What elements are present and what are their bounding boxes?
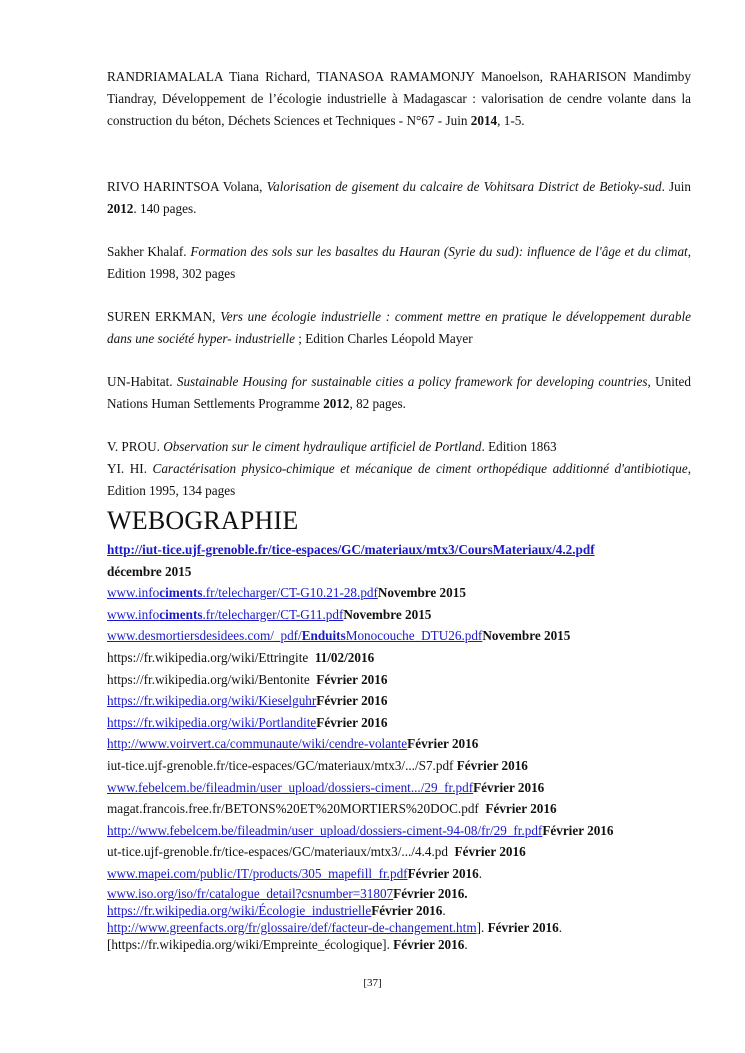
reference-author: SUREN ERKMAN, (107, 309, 221, 324)
reference-text: , 82 pages. (349, 396, 406, 411)
webographie-heading: WEBOGRAPHIE (107, 506, 299, 535)
reference-title: Vers une écologie industrielle : comment mettre en pratique le développement durable dans une société hyper- industrielle (107, 309, 691, 346)
reference-title: Caractérisation physico-chimique et mécanique de ciment orthopédique additionné d'antibiotique (152, 461, 688, 476)
reference-title: Sustainable Housing for sustainable cities a policy framework for developing countries (176, 374, 648, 389)
punctuation: ]. (476, 919, 488, 935)
access-date: Novembre 2015 (377, 585, 466, 601)
access-date: Février 2016 (316, 671, 388, 687)
reference-year: 2012 (107, 201, 134, 216)
access-date: Février 2016. (393, 885, 468, 901)
reference-title: Valorisation de gisement du calcaire de Vohitsara District de Betioky-sud (266, 179, 662, 194)
webo-line-3 (107, 604, 691, 626)
access-date: Février 2016 (454, 844, 526, 860)
reference-text: , Edition 1998, 302 pages (107, 244, 692, 281)
page-number: [37] (363, 977, 382, 989)
webo-line-12 (107, 798, 691, 820)
punctuation: . (442, 902, 446, 918)
reference-author: Sakher Khalaf. (107, 244, 191, 259)
web-link[interactable]: www.infociments.fr/telecharger/CT-G11.pdf (107, 606, 344, 622)
webo-line-1 (107, 539, 691, 561)
reference-un-habitat (107, 371, 691, 415)
access-date: Novembre 2015 (482, 628, 571, 644)
webo-line-5 (107, 647, 691, 669)
reference-prou (107, 436, 691, 458)
web-link[interactable]: www.mapei.com/public/IT/products/305_mapefill_fr.pdf (107, 865, 408, 881)
reference-erkman (107, 306, 691, 350)
reference-rivo (107, 176, 691, 220)
reference-text: , United Nations Human Settlements Programme (107, 374, 691, 411)
web-url-text: ut-tice.ujf-grenoble.fr/tice-espaces/GC/materiaux/mtx3/.../4.4.pd (107, 844, 448, 860)
punctuation: . (464, 936, 468, 952)
reference-yi-hi (107, 458, 691, 502)
access-date: Février 2016 (473, 779, 545, 795)
webo-line-4 (107, 625, 691, 647)
reference-text: ; Edition Charles Léopold Mayer (294, 331, 473, 346)
reference-year: 2012 (323, 396, 350, 411)
access-date: Février 2016 (316, 714, 388, 730)
web-link[interactable]: https://fr.wikipedia.org/wiki/Portlandite (107, 714, 317, 730)
web-url-text: [https://fr.wikipedia.org/wiki/Empreinte_écologique]. (107, 936, 394, 952)
access-date: Novembre 2015 (343, 606, 432, 622)
reference-text: RANDRIAMALALA Tiana Richard, TIANASOA RAMAMONJY Manoelson, RAHARISON Mandimby Tiandray, Développement de l’écologie industrielle à Madagascar : valorisation de cendre volante dans la construction du béton, Déchets Sciences et Techniques - N°67 - Juin (107, 69, 691, 128)
reference-text: . 140 pages. (133, 201, 197, 216)
reference-title: Formation des sols sur les basaltes du Hauran (Syrie du sud): influence de l'âge et du climat (190, 244, 688, 259)
access-date: Février 2016 (393, 936, 465, 952)
web-link[interactable]: https://fr.wikipedia.org/wiki/Kieselguhr (107, 693, 317, 709)
access-date: Février 2016 (407, 736, 479, 752)
web-url-text: https://fr.wikipedia.org/wiki/Bentonite (107, 671, 310, 687)
reference-randriamalala (107, 66, 691, 132)
access-date: décembre 2015 (107, 563, 192, 579)
webo-line-14 (107, 841, 691, 863)
reference-title: Observation sur le ciment hydraulique artificiel de Portland (163, 439, 482, 454)
web-link[interactable]: www.infociments.fr/telecharger/CT-G10.21-28.pdf (107, 585, 378, 601)
webo-line-18 (107, 919, 691, 936)
webo-line-1-date (107, 561, 691, 583)
access-date: Février 2016 (485, 801, 557, 817)
page-content (107, 66, 691, 953)
web-url-text: iut-tice.ujf-grenoble.fr/tice-espaces/GC/materiaux/mtx3/.../S7.pdf (107, 757, 454, 773)
access-date: Février 2016 (371, 902, 443, 918)
reference-text: . Juin (661, 179, 692, 194)
webo-line-2 (107, 582, 691, 604)
webo-line-16 (107, 885, 691, 902)
web-url-text: magat.francois.free.fr/BETONS%20ET%20MORTIERS%20DOC.pdf (107, 801, 479, 817)
webo-line-13 (107, 820, 691, 842)
access-date: Février 2016 (316, 693, 388, 709)
webo-line-11 (107, 777, 691, 799)
webo-line-15 (107, 863, 691, 885)
web-link[interactable]: www.desmortiersdesidees.com/_pdf/EnduitsMonocouche_DTU26.pdf (107, 628, 483, 644)
access-date: Février 2016 (407, 865, 479, 881)
webo-line-7 (107, 690, 691, 712)
webo-line-9 (107, 733, 691, 755)
access-date: Février 2016 (487, 919, 559, 935)
webo-line-19 (107, 936, 691, 953)
access-date: 11/02/2016 (314, 649, 375, 665)
webo-line-8 (107, 712, 691, 734)
reference-year: 2014 (470, 113, 498, 128)
webo-line-6 (107, 669, 691, 691)
web-link[interactable]: www.iso.org/iso/fr/catalogue_detail?csnumber=31807 (107, 885, 394, 901)
reference-text: , 1-5. (497, 113, 525, 128)
punctuation: . (478, 865, 483, 881)
reference-text: , Edition 1995, 134 pages (107, 461, 691, 498)
webo-line-17 (107, 902, 691, 919)
web-url-text: https://fr.wikipedia.org/wiki/Ettringite (107, 649, 309, 665)
webo-line-10 (107, 755, 691, 777)
web-link[interactable]: http://www.greenfacts.org/fr/glossaire/def/facteur-de-changement.htm (107, 919, 477, 935)
web-link[interactable]: https://fr.wikipedia.org/wiki/Écologie_industrielle (107, 902, 372, 918)
reference-author: V. PROU. (107, 439, 164, 454)
access-date: Février 2016 (456, 757, 528, 773)
reference-author: RIVO HARINTSOA Volana, (107, 179, 267, 194)
reference-author: UN-Habitat. (107, 374, 177, 389)
punctuation: . (558, 919, 563, 935)
access-date: Février 2016 (542, 822, 614, 838)
web-link[interactable]: www.febelcem.be/fileadmin/user_upload/dossiers-ciment.../29_fr.pdf (107, 779, 474, 795)
reference-text: . Edition 1863 (481, 439, 557, 454)
web-link[interactable]: http://www.voirvert.ca/communaute/wiki/cendre-volante (107, 736, 408, 752)
web-link[interactable]: http://www.febelcem.be/fileadmin/user_upload/dossiers-ciment-94-08/fr/29_fr.pdf (107, 822, 543, 838)
web-link[interactable]: http://iut-tice.ujf-grenoble.fr/tice-espaces/GC/materiaux/mtx3/CoursMateriaux/4.2.pdf (107, 542, 595, 557)
reference-sakher (107, 241, 691, 285)
reference-author: YI. HI. (107, 461, 153, 476)
